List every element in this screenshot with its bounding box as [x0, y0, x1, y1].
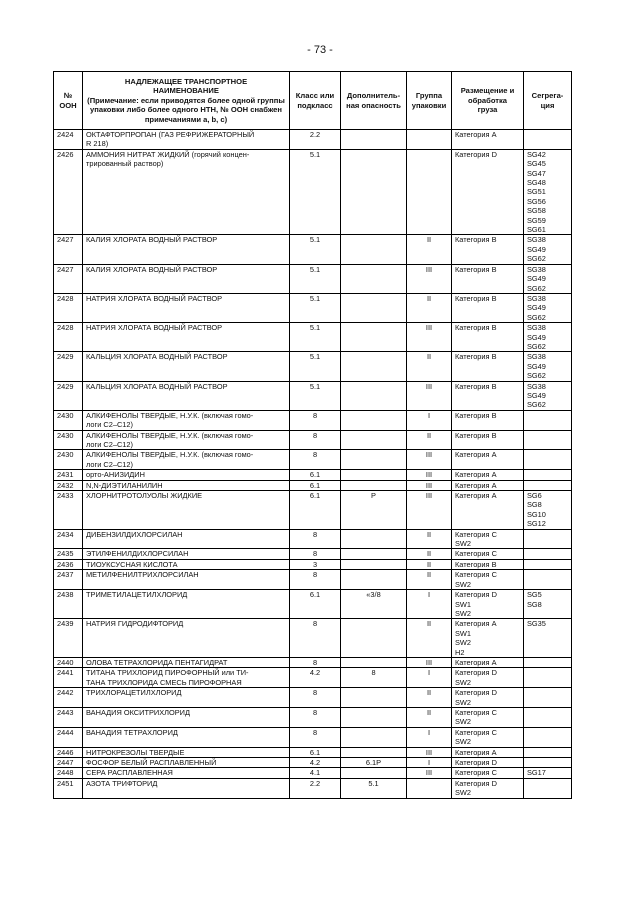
cell-subsidiary-risk: P: [341, 491, 407, 530]
table-row: [54, 381, 572, 410]
cell-un-number: 2429: [54, 381, 83, 410]
cell-stowage: Категория A: [452, 450, 524, 470]
table-row: [54, 668, 572, 688]
cell-subsidiary-risk: [341, 688, 407, 708]
cell-shipping-name: ТРИХЛОРАЦЕТИЛХЛОРИД: [83, 688, 290, 708]
cell-shipping-name: ТРИМЕТИЛАЦЕТИЛХЛОРИД: [83, 590, 290, 619]
cell-class: 5.1: [290, 381, 341, 410]
cell-class: 6.1: [290, 491, 341, 530]
cell-un-number: 2433: [54, 491, 83, 530]
cell-shipping-name: НАТРИЯ ГИДРОДИФТОРИД: [83, 619, 290, 658]
cell-shipping-name: N,N-ДИЭТИЛАНИЛИН: [83, 480, 290, 490]
cell-shipping-name: АЗОТА ТРИФТОРИД: [83, 778, 290, 798]
cell-un-number: 2427: [54, 264, 83, 293]
cell-packing-group: [407, 149, 452, 235]
cell-stowage: Категория A: [452, 491, 524, 530]
cell-stowage: Категория B: [452, 293, 524, 322]
cell-segregation: [524, 450, 572, 470]
table-row: [54, 570, 572, 590]
cell-shipping-name: ОКТАФТОРПРОПАН (ГАЗ РЕФРИЖЕРАТОРНЫЙ R 218): [83, 130, 290, 150]
cell-un-number: 2430: [54, 410, 83, 430]
cell-segregation: [524, 549, 572, 559]
cell-packing-group: II: [407, 570, 452, 590]
cell-stowage: Категория C SW2: [452, 727, 524, 747]
cell-shipping-name: ВАНАДИЯ ОКСИТРИХЛОРИД: [83, 707, 290, 727]
table-row: [54, 688, 572, 708]
table-header-row: [54, 72, 572, 130]
cell-shipping-name: ФОСФОР БЕЛЫЙ РАСПЛАВЛЕННЫЙ: [83, 758, 290, 768]
cell-un-number: 2438: [54, 590, 83, 619]
cell-segregation: SG38 SG49 SG62: [524, 293, 572, 322]
cell-subsidiary-risk: 6.1P: [341, 758, 407, 768]
table-body: [54, 130, 572, 799]
cell-stowage: Категория B: [452, 559, 524, 569]
cell-un-number: 2430: [54, 450, 83, 470]
table-row: [54, 323, 572, 352]
cell-class: 8: [290, 430, 341, 450]
header-segregation: Сегрега- ция: [524, 72, 572, 130]
cell-subsidiary-risk: [341, 570, 407, 590]
cell-segregation: SG38 SG49 SG62: [524, 264, 572, 293]
cell-packing-group: III: [407, 657, 452, 667]
cell-segregation: [524, 130, 572, 150]
cell-segregation: [524, 470, 572, 480]
cell-un-number: 2436: [54, 559, 83, 569]
cell-un-number: 2432: [54, 480, 83, 490]
cell-un-number: 2444: [54, 727, 83, 747]
cell-shipping-name: АЛКИФЕНОЛЫ ТВЕРДЫЕ, Н.У.К. (включая гомо- логи C2–C12): [83, 430, 290, 450]
cell-subsidiary-risk: [341, 430, 407, 450]
cell-class: 5.1: [290, 323, 341, 352]
cell-packing-group: III: [407, 480, 452, 490]
cell-class: 8: [290, 529, 341, 549]
cell-class: 8: [290, 707, 341, 727]
cell-shipping-name: ЭТИЛФЕНИЛДИХЛОРСИЛАН: [83, 549, 290, 559]
header-shipping-name: [83, 72, 290, 130]
cell-un-number: 2448: [54, 768, 83, 778]
cell-shipping-name: НИТРОКРЕЗОЛЫ ТВЕРДЫЕ: [83, 747, 290, 757]
cell-packing-group: I: [407, 668, 452, 688]
cell-subsidiary-risk: [341, 529, 407, 549]
cell-subsidiary-risk: 5.1: [341, 778, 407, 798]
cell-class: 4.2: [290, 668, 341, 688]
cell-stowage: Категория C SW2: [452, 707, 524, 727]
cell-class: 8: [290, 619, 341, 658]
cell-shipping-name: ТИТАНА ТРИХЛОРИД ПИРОФОРНЫЙ или ТИ- ТАНА ТРИХЛОРИДА СМЕСЬ ПИРОФОРНАЯ: [83, 668, 290, 688]
cell-class: 8: [290, 450, 341, 470]
cell-segregation: SG38 SG49 SG62: [524, 323, 572, 352]
cell-stowage: Категория A: [452, 747, 524, 757]
cell-un-number: 2424: [54, 130, 83, 150]
cell-segregation: SG42 SG45 SG47 SG48 SG51 SG56 SG58 SG59 SG61: [524, 149, 572, 235]
cell-class: 6.1: [290, 480, 341, 490]
cell-un-number: 2447: [54, 758, 83, 768]
cell-class: 6.1: [290, 470, 341, 480]
cell-shipping-name: АММОНИЯ НИТРАТ ЖИДКИЙ (горячий концен- трированный раствор): [83, 149, 290, 235]
cell-packing-group: [407, 130, 452, 150]
cell-segregation: [524, 688, 572, 708]
table-row: [54, 747, 572, 757]
cell-subsidiary-risk: 8: [341, 668, 407, 688]
cell-subsidiary-risk: [341, 381, 407, 410]
cell-un-number: 2430: [54, 430, 83, 450]
table-row: [54, 480, 572, 490]
table-row: [54, 619, 572, 658]
cell-stowage: Категория D: [452, 149, 524, 235]
cell-subsidiary-risk: [341, 470, 407, 480]
cell-un-number: 2439: [54, 619, 83, 658]
cell-segregation: [524, 747, 572, 757]
table-row: [54, 758, 572, 768]
cell-subsidiary-risk: [341, 323, 407, 352]
cell-stowage: Категория B: [452, 410, 524, 430]
cell-class: 8: [290, 688, 341, 708]
cell-class: 4.2: [290, 758, 341, 768]
table-row: [54, 410, 572, 430]
cell-subsidiary-risk: [341, 293, 407, 322]
cell-shipping-name: ВАНАДИЯ ТЕТРАХЛОРИД: [83, 727, 290, 747]
table-row: [54, 707, 572, 727]
cell-un-number: 2443: [54, 707, 83, 727]
cell-un-number: 2442: [54, 688, 83, 708]
cell-segregation: [524, 430, 572, 450]
table-row: [54, 430, 572, 450]
cell-class: 2.2: [290, 778, 341, 798]
cell-packing-group: III: [407, 323, 452, 352]
cell-class: 5.1: [290, 264, 341, 293]
cell-class: 8: [290, 727, 341, 747]
cell-class: 4.1: [290, 768, 341, 778]
cell-stowage: Категория C: [452, 768, 524, 778]
cell-shipping-name: НАТРИЯ ХЛОРАТА ВОДНЫЙ РАСТВОР: [83, 323, 290, 352]
table-row: [54, 549, 572, 559]
cell-stowage: Категория A: [452, 470, 524, 480]
cell-packing-group: III: [407, 264, 452, 293]
cell-subsidiary-risk: [341, 410, 407, 430]
cell-class: 2.2: [290, 130, 341, 150]
cell-subsidiary-risk: [341, 450, 407, 470]
cell-stowage: Категория A: [452, 480, 524, 490]
cell-class: 8: [290, 410, 341, 430]
cell-shipping-name: НАТРИЯ ХЛОРАТА ВОДНЫЙ РАСТВОР: [83, 293, 290, 322]
cell-shipping-name: ДИБЕНЗИЛДИХЛОРСИЛАН: [83, 529, 290, 549]
cell-segregation: [524, 480, 572, 490]
table-row: [54, 450, 572, 470]
cell-segregation: [524, 570, 572, 590]
cell-class: 8: [290, 549, 341, 559]
cell-stowage: Категория B: [452, 430, 524, 450]
cell-segregation: [524, 778, 572, 798]
cell-shipping-name: АЛКИФЕНОЛЫ ТВЕРДЫЕ, Н.У.К. (включая гомо- логи C2–C12): [83, 410, 290, 430]
cell-shipping-name: ТИОУКСУСНАЯ КИСЛОТА: [83, 559, 290, 569]
table-row: [54, 293, 572, 322]
cell-shipping-name: КАЛИЯ ХЛОРАТА ВОДНЫЙ РАСТВОР: [83, 264, 290, 293]
cell-shipping-name: АЛКИФЕНОЛЫ ТВЕРДЫЕ, Н.У.К. (включая гомо- логи C2–C12): [83, 450, 290, 470]
cell-un-number: 2435: [54, 549, 83, 559]
header-packing-group: Группа упаковки: [407, 72, 452, 130]
cell-stowage: Категория B: [452, 264, 524, 293]
cell-packing-group: III: [407, 747, 452, 757]
table-row: [54, 590, 572, 619]
cell-packing-group: III: [407, 768, 452, 778]
cell-subsidiary-risk: «3/8: [341, 590, 407, 619]
table-row: [54, 657, 572, 667]
cell-stowage: Категория A: [452, 657, 524, 667]
cell-packing-group: II: [407, 352, 452, 381]
cell-subsidiary-risk: [341, 352, 407, 381]
cell-packing-group: II: [407, 707, 452, 727]
cell-packing-group: II: [407, 549, 452, 559]
cell-shipping-name: ОЛОВА ТЕТРАХЛОРИДА ПЕНТАГИДРАТ: [83, 657, 290, 667]
cell-segregation: [524, 758, 572, 768]
cell-subsidiary-risk: [341, 235, 407, 264]
cell-packing-group: II: [407, 619, 452, 658]
cell-packing-group: II: [407, 529, 452, 549]
cell-class: 3: [290, 559, 341, 569]
cell-segregation: [524, 410, 572, 430]
cell-segregation: [524, 559, 572, 569]
cell-stowage: Категория B: [452, 381, 524, 410]
cell-packing-group: III: [407, 450, 452, 470]
cell-stowage: Категория D SW2: [452, 668, 524, 688]
cell-subsidiary-risk: [341, 619, 407, 658]
cell-class: 5.1: [290, 149, 341, 235]
cell-class: 8: [290, 570, 341, 590]
header-class: Класс или подкласс: [290, 72, 341, 130]
cell-class: 5.1: [290, 352, 341, 381]
cell-un-number: 2446: [54, 747, 83, 757]
table-row: [54, 130, 572, 150]
table-row: [54, 235, 572, 264]
header-subsidiary-risk: Дополнитель- ная опасность: [341, 72, 407, 130]
cell-subsidiary-risk: [341, 549, 407, 559]
cell-subsidiary-risk: [341, 747, 407, 757]
table-row: [54, 778, 572, 798]
cell-subsidiary-risk: [341, 130, 407, 150]
cell-segregation: SG5 SG8: [524, 590, 572, 619]
cell-stowage: Категория D SW1 SW2: [452, 590, 524, 619]
cell-un-number: 2426: [54, 149, 83, 235]
cell-stowage: Категория C SW2: [452, 570, 524, 590]
table-row: [54, 768, 572, 778]
cell-stowage: Категория B: [452, 352, 524, 381]
cell-segregation: SG38 SG49 SG62: [524, 381, 572, 410]
cell-segregation: [524, 707, 572, 727]
cell-un-number: 2427: [54, 235, 83, 264]
dangerous-goods-table: [53, 71, 572, 799]
cell-segregation: SG17: [524, 768, 572, 778]
cell-subsidiary-risk: [341, 707, 407, 727]
cell-packing-group: II: [407, 235, 452, 264]
cell-stowage: Категория C SW2: [452, 529, 524, 549]
table-row: [54, 559, 572, 569]
cell-stowage: Категория B: [452, 235, 524, 264]
cell-un-number: 2429: [54, 352, 83, 381]
table-row: [54, 264, 572, 293]
cell-packing-group: [407, 778, 452, 798]
cell-un-number: 2437: [54, 570, 83, 590]
cell-stowage: Категория B: [452, 323, 524, 352]
cell-shipping-name: орто-АНИЗИДИН: [83, 470, 290, 480]
table-row: [54, 470, 572, 480]
cell-un-number: 2428: [54, 293, 83, 322]
cell-shipping-name: ХЛОРНИТРОТОЛУОЛЫ ЖИДКИЕ: [83, 491, 290, 530]
table-row: [54, 727, 572, 747]
cell-segregation: [524, 668, 572, 688]
header-un-number: № ООН: [54, 72, 83, 130]
cell-shipping-name: КАЛЬЦИЯ ХЛОРАТА ВОДНЫЙ РАСТВОР: [83, 381, 290, 410]
cell-shipping-name: КАЛЬЦИЯ ХЛОРАТА ВОДНЫЙ РАСТВОР: [83, 352, 290, 381]
cell-class: 8: [290, 657, 341, 667]
cell-packing-group: II: [407, 688, 452, 708]
cell-stowage: Категория A: [452, 130, 524, 150]
cell-stowage: Категория C: [452, 549, 524, 559]
cell-packing-group: I: [407, 727, 452, 747]
cell-packing-group: III: [407, 491, 452, 530]
cell-un-number: 2451: [54, 778, 83, 798]
cell-packing-group: III: [407, 381, 452, 410]
cell-segregation: SG6 SG8 SG10 SG12: [524, 491, 572, 530]
cell-packing-group: III: [407, 470, 452, 480]
cell-subsidiary-risk: [341, 149, 407, 235]
cell-shipping-name: СЕРА РАСПЛАВЛЕННАЯ: [83, 768, 290, 778]
cell-segregation: [524, 657, 572, 667]
cell-class: 6.1: [290, 590, 341, 619]
cell-segregation: [524, 529, 572, 549]
cell-packing-group: I: [407, 758, 452, 768]
cell-class: 5.1: [290, 235, 341, 264]
header-stowage: Размещение и обработка груза: [452, 72, 524, 130]
cell-un-number: 2428: [54, 323, 83, 352]
table-row: [54, 491, 572, 530]
cell-subsidiary-risk: [341, 480, 407, 490]
table-row: [54, 529, 572, 549]
cell-packing-group: I: [407, 590, 452, 619]
cell-stowage: Категория D SW2: [452, 778, 524, 798]
cell-segregation: SG35: [524, 619, 572, 658]
cell-class: 6.1: [290, 747, 341, 757]
cell-stowage: Категория D: [452, 758, 524, 768]
cell-subsidiary-risk: [341, 559, 407, 569]
cell-un-number: 2431: [54, 470, 83, 480]
cell-segregation: SG38 SG49 SG62: [524, 352, 572, 381]
cell-stowage: Категория A SW1 SW2 H2: [452, 619, 524, 658]
page-number: - 73 -: [307, 44, 333, 56]
cell-packing-group: II: [407, 293, 452, 322]
table-row: [54, 352, 572, 381]
cell-stowage: Категория D SW2: [452, 688, 524, 708]
cell-un-number: 2434: [54, 529, 83, 549]
header-shipping-name-note: (Примечание: если приводятся более одной группы упаковки либо более одного НТН, № ООН снабжен примечаниями a, b, c): [87, 95, 285, 124]
cell-shipping-name: КАЛИЯ ХЛОРАТА ВОДНЫЙ РАСТВОР: [83, 235, 290, 264]
header-shipping-name-title: НАДЛЕЖАЩЕЕ ТРАНСПОРТНОЕ НАИМЕНОВАНИЕ: [124, 76, 248, 96]
cell-shipping-name: МЕТИЛФЕНИЛТРИХЛОРСИЛАН: [83, 570, 290, 590]
cell-subsidiary-risk: [341, 657, 407, 667]
cell-un-number: 2440: [54, 657, 83, 667]
cell-class: 5.1: [290, 293, 341, 322]
cell-un-number: 2441: [54, 668, 83, 688]
cell-subsidiary-risk: [341, 727, 407, 747]
cell-subsidiary-risk: [341, 264, 407, 293]
cell-segregation: SG38 SG49 SG62: [524, 235, 572, 264]
table-row: [54, 149, 572, 235]
cell-packing-group: II: [407, 559, 452, 569]
cell-packing-group: II: [407, 430, 452, 450]
cell-packing-group: I: [407, 410, 452, 430]
cell-subsidiary-risk: [341, 768, 407, 778]
cell-segregation: [524, 727, 572, 747]
